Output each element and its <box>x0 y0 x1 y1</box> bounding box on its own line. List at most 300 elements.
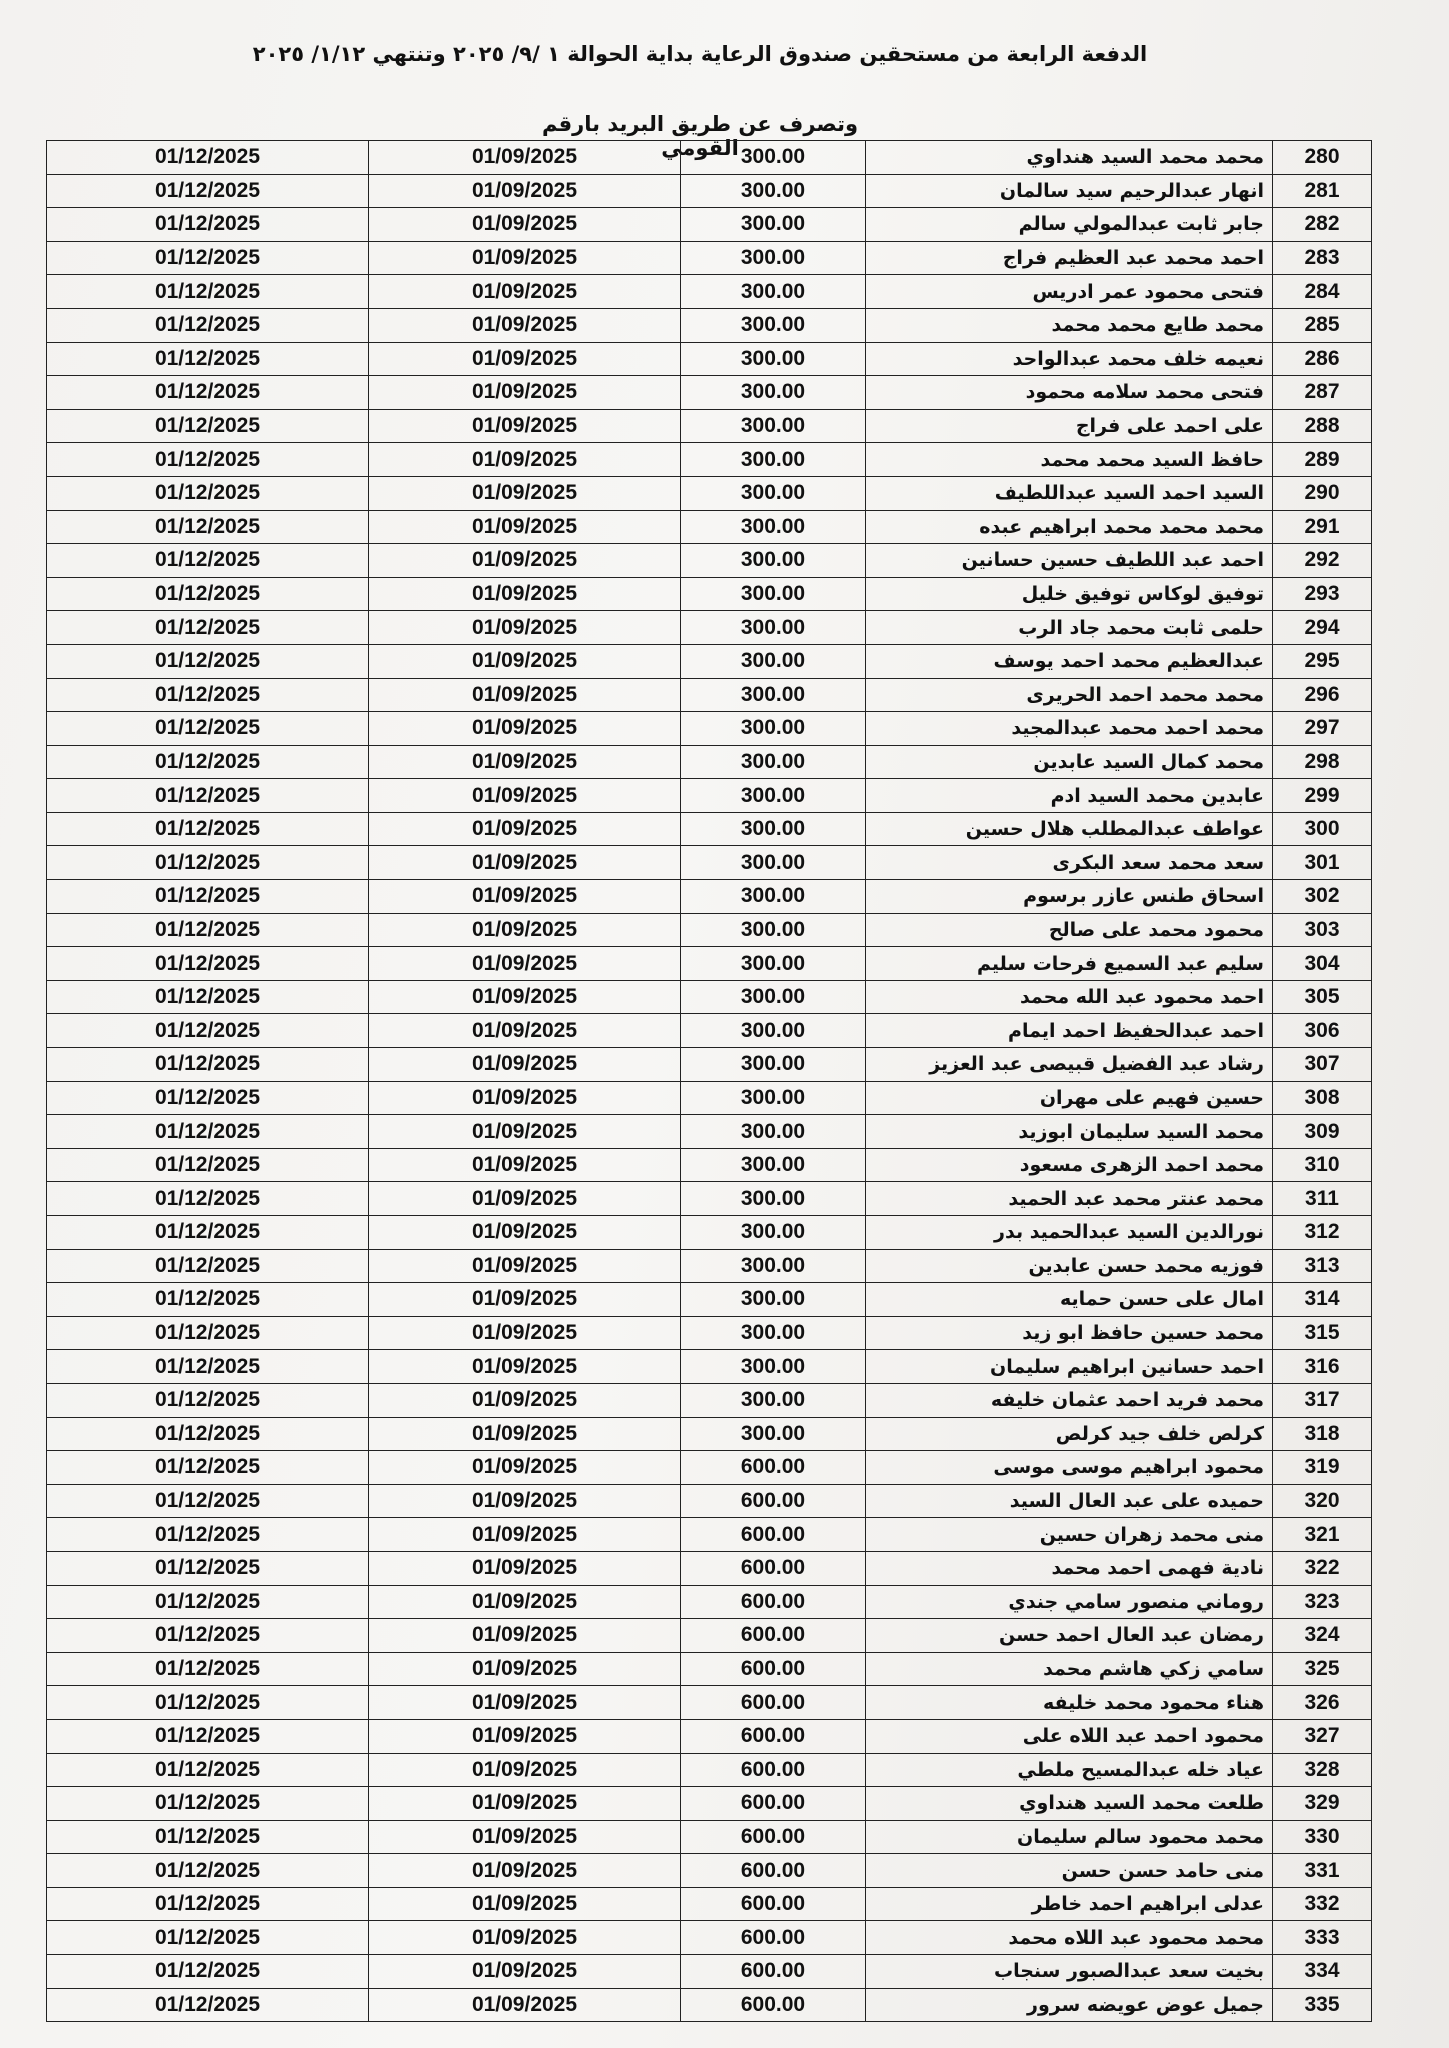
name-cell: محمد فريد احمد عثمان خليفه <box>866 1383 1273 1417</box>
start-date-cell: 01/09/2025 <box>369 1383 681 1417</box>
row-number-cell: 330 <box>1273 1820 1372 1854</box>
row-number-cell: 332 <box>1273 1887 1372 1921</box>
name-cell: محمود محمد على صالح <box>866 913 1273 947</box>
amount-cell: 300.00 <box>681 308 866 342</box>
row-number-cell: 291 <box>1273 510 1372 544</box>
amount-cell: 600.00 <box>681 1787 866 1821</box>
table-row <box>47 1887 1372 1921</box>
row-number-cell: 305 <box>1273 980 1372 1014</box>
row-number-cell: 296 <box>1273 678 1372 712</box>
row-number-cell: 283 <box>1273 241 1372 275</box>
name-cell: نعيمه خلف محمد عبدالواحد <box>866 342 1273 376</box>
start-date-cell: 01/09/2025 <box>369 1316 681 1350</box>
table-row <box>47 980 1372 1014</box>
row-number-cell: 327 <box>1273 1719 1372 1753</box>
table-row <box>47 443 1372 477</box>
row-number-cell: 313 <box>1273 1249 1372 1283</box>
table-row <box>47 1383 1372 1417</box>
end-date-cell: 01/12/2025 <box>47 712 369 746</box>
name-cell: حافظ السيد محمد محمد <box>866 443 1273 477</box>
amount-cell: 300.00 <box>681 712 866 746</box>
amount-cell: 600.00 <box>681 1585 866 1619</box>
amount-cell: 300.00 <box>681 880 866 914</box>
table-row <box>47 1484 1372 1518</box>
row-number-cell: 335 <box>1273 1988 1372 2022</box>
name-cell: محمود احمد عبد اللاه على <box>866 1719 1273 1753</box>
name-cell: حلمى ثابت محمد جاد الرب <box>866 611 1273 645</box>
table-row <box>47 1551 1372 1585</box>
table-body <box>47 141 1372 2022</box>
name-cell: اسحاق طنس عازر برسوم <box>866 880 1273 914</box>
amount-cell: 300.00 <box>681 443 866 477</box>
amount-cell: 300.00 <box>681 275 866 309</box>
row-number-cell: 287 <box>1273 376 1372 410</box>
start-date-cell: 01/09/2025 <box>369 1887 681 1921</box>
amount-cell: 300.00 <box>681 678 866 712</box>
end-date-cell: 01/12/2025 <box>47 1585 369 1619</box>
end-date-cell: 01/12/2025 <box>47 913 369 947</box>
document-subtitle: وتصرف عن طريق البريد بارقم القومي <box>541 112 859 160</box>
table-row <box>47 141 1372 175</box>
row-number-cell: 308 <box>1273 1081 1372 1115</box>
name-cell: عبدالعظيم محمد احمد يوسف <box>866 644 1273 678</box>
end-date-cell: 01/12/2025 <box>47 443 369 477</box>
row-number-cell: 312 <box>1273 1216 1372 1250</box>
name-cell: حسين فهيم على مهران <box>866 1081 1273 1115</box>
table-row <box>47 544 1372 578</box>
start-date-cell: 01/09/2025 <box>369 1719 681 1753</box>
start-date-cell: 01/09/2025 <box>369 913 681 947</box>
end-date-cell: 01/12/2025 <box>47 1686 369 1720</box>
end-date-cell: 01/12/2025 <box>47 544 369 578</box>
amount-cell: 300.00 <box>681 745 866 779</box>
start-date-cell: 01/09/2025 <box>369 947 681 981</box>
start-date-cell: 01/09/2025 <box>369 880 681 914</box>
row-number-cell: 288 <box>1273 409 1372 443</box>
name-cell: عابدين محمد السيد ادم <box>866 779 1273 813</box>
name-cell: محمد احمد الزهرى مسعود <box>866 1148 1273 1182</box>
start-date-cell: 01/09/2025 <box>369 342 681 376</box>
table-row <box>47 1686 1372 1720</box>
row-number-cell: 280 <box>1273 141 1372 175</box>
name-cell: جابر ثابت عبدالمولي سالم <box>866 208 1273 242</box>
end-date-cell: 01/12/2025 <box>47 1417 369 1451</box>
amount-cell: 300.00 <box>681 1048 866 1082</box>
name-cell: احمد حسانين ابراهيم سليمان <box>866 1350 1273 1384</box>
row-number-cell: 321 <box>1273 1518 1372 1552</box>
table-row <box>47 308 1372 342</box>
start-date-cell: 01/09/2025 <box>369 1417 681 1451</box>
end-date-cell: 01/12/2025 <box>47 1887 369 1921</box>
amount-cell: 300.00 <box>681 342 866 376</box>
amount-cell: 300.00 <box>681 1249 866 1283</box>
row-number-cell: 282 <box>1273 208 1372 242</box>
table-row <box>47 1619 1372 1653</box>
table-row <box>47 1417 1372 1451</box>
table-row <box>47 1787 1372 1821</box>
end-date-cell: 01/12/2025 <box>47 1787 369 1821</box>
amount-cell: 300.00 <box>681 1383 866 1417</box>
amount-cell: 300.00 <box>681 376 866 410</box>
amount-cell: 600.00 <box>681 1719 866 1753</box>
name-cell: محمد احمد محمد عبدالمجيد <box>866 712 1273 746</box>
end-date-cell: 01/12/2025 <box>47 1216 369 1250</box>
row-number-cell: 318 <box>1273 1417 1372 1451</box>
table-row <box>47 678 1372 712</box>
end-date-cell: 01/12/2025 <box>47 1014 369 1048</box>
end-date-cell: 01/12/2025 <box>47 342 369 376</box>
name-cell: رشاد عبد الفضيل قبيصى عبد العزيز <box>866 1048 1273 1082</box>
row-number-cell: 333 <box>1273 1921 1372 1955</box>
row-number-cell: 281 <box>1273 174 1372 208</box>
start-date-cell: 01/09/2025 <box>369 1551 681 1585</box>
start-date-cell: 01/09/2025 <box>369 443 681 477</box>
table-row <box>47 1216 1372 1250</box>
end-date-cell: 01/12/2025 <box>47 376 369 410</box>
row-number-cell: 324 <box>1273 1619 1372 1653</box>
end-date-cell: 01/12/2025 <box>47 1820 369 1854</box>
table-row <box>47 275 1372 309</box>
row-number-cell: 303 <box>1273 913 1372 947</box>
row-number-cell: 317 <box>1273 1383 1372 1417</box>
end-date-cell: 01/12/2025 <box>47 1484 369 1518</box>
amount-cell: 300.00 <box>681 1350 866 1384</box>
amount-cell: 600.00 <box>681 1619 866 1653</box>
table-row <box>47 1451 1372 1485</box>
row-number-cell: 289 <box>1273 443 1372 477</box>
row-number-cell: 329 <box>1273 1787 1372 1821</box>
table-row <box>47 1652 1372 1686</box>
amount-cell: 300.00 <box>681 241 866 275</box>
name-cell: منى حامد حسن حسن <box>866 1854 1273 1888</box>
table-row <box>47 812 1372 846</box>
name-cell: محمد محمد محمد ابراهيم عبده <box>866 510 1273 544</box>
amount-cell: 600.00 <box>681 1854 866 1888</box>
amount-cell: 600.00 <box>681 1753 866 1787</box>
end-date-cell: 01/12/2025 <box>47 678 369 712</box>
table-row <box>47 779 1372 813</box>
start-date-cell: 01/09/2025 <box>369 1048 681 1082</box>
name-cell: بخيت سعد عبدالصبور سنجاب <box>866 1955 1273 1989</box>
row-number-cell: 309 <box>1273 1115 1372 1149</box>
name-cell: فوزيه محمد حسن عابدين <box>866 1249 1273 1283</box>
table-row <box>47 1249 1372 1283</box>
start-date-cell: 01/09/2025 <box>369 1148 681 1182</box>
row-number-cell: 315 <box>1273 1316 1372 1350</box>
row-number-cell: 304 <box>1273 947 1372 981</box>
name-cell: عدلى ابراهيم احمد خاطر <box>866 1887 1273 1921</box>
amount-cell: 300.00 <box>681 141 866 175</box>
start-date-cell: 01/09/2025 <box>369 846 681 880</box>
end-date-cell: 01/12/2025 <box>47 1988 369 2022</box>
name-cell: سعد محمد سعد البكرى <box>866 846 1273 880</box>
end-date-cell: 01/12/2025 <box>47 1182 369 1216</box>
name-cell: محمد حسين حافظ ابو زيد <box>866 1316 1273 1350</box>
amount-cell: 600.00 <box>681 1484 866 1518</box>
table-row <box>47 409 1372 443</box>
amount-cell: 300.00 <box>681 1081 866 1115</box>
end-date-cell: 01/12/2025 <box>47 1249 369 1283</box>
start-date-cell: 01/09/2025 <box>369 275 681 309</box>
end-date-cell: 01/12/2025 <box>47 174 369 208</box>
table-row <box>47 611 1372 645</box>
amount-cell: 300.00 <box>681 577 866 611</box>
name-cell: محمد طايع محمد محمد <box>866 308 1273 342</box>
end-date-cell: 01/12/2025 <box>47 510 369 544</box>
row-number-cell: 297 <box>1273 712 1372 746</box>
start-date-cell: 01/09/2025 <box>369 712 681 746</box>
start-date-cell: 01/09/2025 <box>369 1921 681 1955</box>
row-number-cell: 326 <box>1273 1686 1372 1720</box>
end-date-cell: 01/12/2025 <box>47 880 369 914</box>
start-date-cell: 01/09/2025 <box>369 678 681 712</box>
end-date-cell: 01/12/2025 <box>47 308 369 342</box>
amount-cell: 300.00 <box>681 476 866 510</box>
start-date-cell: 01/09/2025 <box>369 1585 681 1619</box>
end-date-cell: 01/12/2025 <box>47 1148 369 1182</box>
row-number-cell: 311 <box>1273 1182 1372 1216</box>
end-date-cell: 01/12/2025 <box>47 1048 369 1082</box>
row-number-cell: 290 <box>1273 476 1372 510</box>
end-date-cell: 01/12/2025 <box>47 1283 369 1317</box>
name-cell: توفيق لوكاس توفيق خليل <box>866 577 1273 611</box>
amount-cell: 600.00 <box>681 1686 866 1720</box>
table-row <box>47 1820 1372 1854</box>
row-number-cell: 307 <box>1273 1048 1372 1082</box>
row-number-cell: 284 <box>1273 275 1372 309</box>
table-row <box>47 241 1372 275</box>
end-date-cell: 01/12/2025 <box>47 611 369 645</box>
start-date-cell: 01/09/2025 <box>369 476 681 510</box>
name-cell: محمد عنتر محمد عبد الحميد <box>866 1182 1273 1216</box>
name-cell: روماني منصور سامي جندي <box>866 1585 1273 1619</box>
start-date-cell: 01/09/2025 <box>369 1820 681 1854</box>
table-row <box>47 644 1372 678</box>
amount-cell: 300.00 <box>681 913 866 947</box>
end-date-cell: 01/12/2025 <box>47 779 369 813</box>
row-number-cell: 294 <box>1273 611 1372 645</box>
table-row <box>47 1316 1372 1350</box>
end-date-cell: 01/12/2025 <box>47 812 369 846</box>
row-number-cell: 319 <box>1273 1451 1372 1485</box>
table-row <box>47 1081 1372 1115</box>
row-number-cell: 301 <box>1273 846 1372 880</box>
name-cell: محمد كمال السيد عابدين <box>866 745 1273 779</box>
amount-cell: 300.00 <box>681 208 866 242</box>
row-number-cell: 300 <box>1273 812 1372 846</box>
name-cell: محمد محمد السيد هنداوي <box>866 141 1273 175</box>
amount-cell: 300.00 <box>681 409 866 443</box>
table-row <box>47 1283 1372 1317</box>
end-date-cell: 01/12/2025 <box>47 1753 369 1787</box>
name-cell: محمد محمود سالم سليمان <box>866 1820 1273 1854</box>
start-date-cell: 01/09/2025 <box>369 1484 681 1518</box>
amount-cell: 600.00 <box>681 1652 866 1686</box>
end-date-cell: 01/12/2025 <box>47 409 369 443</box>
name-cell: فتحى محمد سلامه محمود <box>866 376 1273 410</box>
amount-cell: 300.00 <box>681 1417 866 1451</box>
end-date-cell: 01/12/2025 <box>47 1921 369 1955</box>
end-date-cell: 01/12/2025 <box>47 1854 369 1888</box>
amount-cell: 600.00 <box>681 1451 866 1485</box>
start-date-cell: 01/09/2025 <box>369 376 681 410</box>
amount-cell: 300.00 <box>681 779 866 813</box>
start-date-cell: 01/09/2025 <box>369 308 681 342</box>
amount-cell: 600.00 <box>681 1820 866 1854</box>
table-row <box>47 947 1372 981</box>
name-cell: السيد احمد السيد عبداللطيف <box>866 476 1273 510</box>
name-cell: هناء محمود محمد خليفه <box>866 1686 1273 1720</box>
amount-cell: 300.00 <box>681 1115 866 1149</box>
beneficiaries-table <box>46 140 1372 2022</box>
end-date-cell: 01/12/2025 <box>47 1081 369 1115</box>
amount-cell: 600.00 <box>681 1988 866 2022</box>
row-number-cell: 322 <box>1273 1551 1372 1585</box>
end-date-cell: 01/12/2025 <box>47 980 369 1014</box>
amount-cell: 600.00 <box>681 1551 866 1585</box>
name-cell: احمد محمد عبد العظيم فراج <box>866 241 1273 275</box>
table-row <box>47 1350 1372 1384</box>
end-date-cell: 01/12/2025 <box>47 1719 369 1753</box>
amount-cell: 600.00 <box>681 1955 866 1989</box>
amount-cell: 300.00 <box>681 544 866 578</box>
start-date-cell: 01/09/2025 <box>369 1988 681 2022</box>
start-date-cell: 01/09/2025 <box>369 1216 681 1250</box>
amount-cell: 300.00 <box>681 1148 866 1182</box>
row-number-cell: 286 <box>1273 342 1372 376</box>
name-cell: جميل عوض عويضه سرور <box>866 1988 1273 2022</box>
row-number-cell: 320 <box>1273 1484 1372 1518</box>
start-date-cell: 01/09/2025 <box>369 174 681 208</box>
name-cell: محمد محمود عبد اللاه محمد <box>866 1921 1273 1955</box>
row-number-cell: 293 <box>1273 577 1372 611</box>
table-row <box>47 1585 1372 1619</box>
row-number-cell: 298 <box>1273 745 1372 779</box>
amount-cell: 300.00 <box>681 1014 866 1048</box>
start-date-cell: 01/09/2025 <box>369 980 681 1014</box>
start-date-cell: 01/09/2025 <box>369 1350 681 1384</box>
table-row <box>47 342 1372 376</box>
start-date-cell: 01/09/2025 <box>369 779 681 813</box>
name-cell: محمد محمد احمد الحريرى <box>866 678 1273 712</box>
row-number-cell: 302 <box>1273 880 1372 914</box>
row-number-cell: 331 <box>1273 1854 1372 1888</box>
table-row <box>47 712 1372 746</box>
table-row <box>47 745 1372 779</box>
table-row <box>47 1048 1372 1082</box>
name-cell: سليم عبد السميع فرحات سليم <box>866 947 1273 981</box>
end-date-cell: 01/12/2025 <box>47 644 369 678</box>
start-date-cell: 01/09/2025 <box>369 1652 681 1686</box>
amount-cell: 600.00 <box>681 1887 866 1921</box>
table-row <box>47 1182 1372 1216</box>
end-date-cell: 01/12/2025 <box>47 141 369 175</box>
table-row <box>47 1955 1372 1989</box>
amount-cell: 300.00 <box>681 644 866 678</box>
row-number-cell: 316 <box>1273 1350 1372 1384</box>
table-row <box>47 1518 1372 1552</box>
end-date-cell: 01/12/2025 <box>47 1350 369 1384</box>
amount-cell: 300.00 <box>681 947 866 981</box>
end-date-cell: 01/12/2025 <box>47 275 369 309</box>
end-date-cell: 01/12/2025 <box>47 1383 369 1417</box>
end-date-cell: 01/12/2025 <box>47 241 369 275</box>
start-date-cell: 01/09/2025 <box>369 1081 681 1115</box>
amount-cell: 300.00 <box>681 611 866 645</box>
start-date-cell: 01/09/2025 <box>369 241 681 275</box>
start-date-cell: 01/09/2025 <box>369 1182 681 1216</box>
end-date-cell: 01/12/2025 <box>47 947 369 981</box>
name-cell: محمد السيد سليمان ابوزيد <box>866 1115 1273 1149</box>
end-date-cell: 01/12/2025 <box>47 745 369 779</box>
table-row <box>47 913 1372 947</box>
table-row <box>47 1988 1372 2022</box>
table-row <box>47 577 1372 611</box>
end-date-cell: 01/12/2025 <box>47 1316 369 1350</box>
amount-cell: 300.00 <box>681 812 866 846</box>
end-date-cell: 01/12/2025 <box>47 577 369 611</box>
start-date-cell: 01/09/2025 <box>369 644 681 678</box>
name-cell: طلعت محمد السيد هنداوي <box>866 1787 1273 1821</box>
end-date-cell: 01/12/2025 <box>47 1518 369 1552</box>
row-number-cell: 328 <box>1273 1753 1372 1787</box>
start-date-cell: 01/09/2025 <box>369 1619 681 1653</box>
table-row <box>47 1014 1372 1048</box>
start-date-cell: 01/09/2025 <box>369 1518 681 1552</box>
table-row <box>47 208 1372 242</box>
name-cell: احمد عبد اللطيف حسين حسانين <box>866 544 1273 578</box>
start-date-cell: 01/09/2025 <box>369 544 681 578</box>
row-number-cell: 292 <box>1273 544 1372 578</box>
name-cell: منى محمد زهران حسين <box>866 1518 1273 1552</box>
start-date-cell: 01/09/2025 <box>369 1753 681 1787</box>
row-number-cell: 295 <box>1273 644 1372 678</box>
start-date-cell: 01/09/2025 <box>369 745 681 779</box>
table-row <box>47 1115 1372 1149</box>
name-cell: فتحى محمود عمر ادريس <box>866 275 1273 309</box>
row-number-cell: 299 <box>1273 779 1372 813</box>
start-date-cell: 01/09/2025 <box>369 1014 681 1048</box>
amount-cell: 600.00 <box>681 1921 866 1955</box>
end-date-cell: 01/12/2025 <box>47 1619 369 1653</box>
table-row <box>47 510 1372 544</box>
table-row <box>47 846 1372 880</box>
table-row <box>47 1854 1372 1888</box>
table-row <box>47 1753 1372 1787</box>
row-number-cell: 310 <box>1273 1148 1372 1182</box>
table-row <box>47 174 1372 208</box>
start-date-cell: 01/09/2025 <box>369 1283 681 1317</box>
name-cell: احمد محمود عبد الله محمد <box>866 980 1273 1014</box>
start-date-cell: 01/09/2025 <box>369 812 681 846</box>
name-cell: سامي زكي هاشم محمد <box>866 1652 1273 1686</box>
row-number-cell: 314 <box>1273 1283 1372 1317</box>
start-date-cell: 01/09/2025 <box>369 1686 681 1720</box>
table-row <box>47 1148 1372 1182</box>
name-cell: نورالدين السيد عبدالحميد بدر <box>866 1216 1273 1250</box>
start-date-cell: 01/09/2025 <box>369 208 681 242</box>
name-cell: نادية فهمى احمد محمد <box>866 1551 1273 1585</box>
table-row <box>47 880 1372 914</box>
table-row <box>47 476 1372 510</box>
name-cell: محمود ابراهيم موسى موسى <box>866 1451 1273 1485</box>
end-date-cell: 01/12/2025 <box>47 476 369 510</box>
start-date-cell: 01/09/2025 <box>369 510 681 544</box>
table-row <box>47 376 1372 410</box>
name-cell: رمضان عبد العال احمد حسن <box>866 1619 1273 1653</box>
end-date-cell: 01/12/2025 <box>47 1451 369 1485</box>
amount-cell: 300.00 <box>681 846 866 880</box>
